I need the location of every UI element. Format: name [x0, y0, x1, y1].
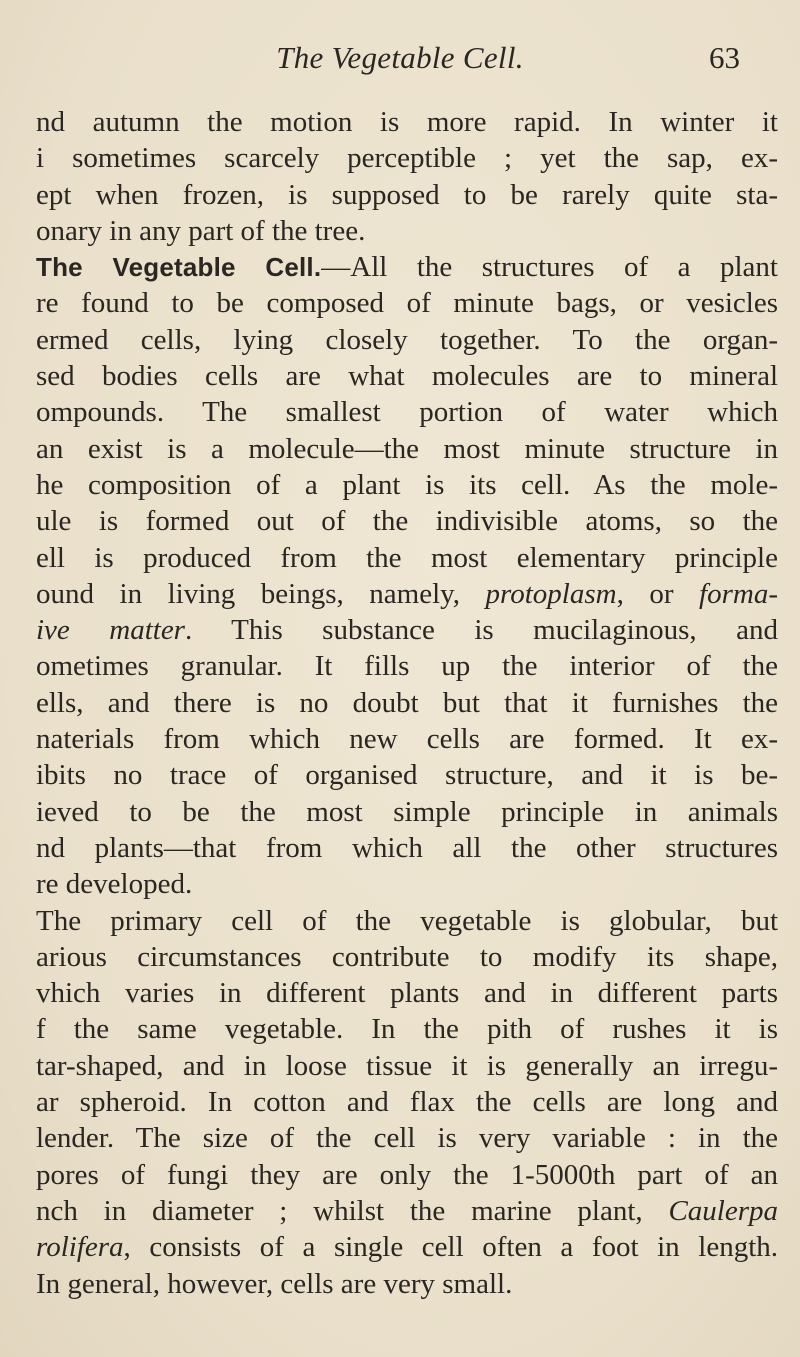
- text-run: ompounds. The smallest portion of water which: [36, 396, 778, 429]
- text-run: tar-shaped, and in loose tissue it is generally an irregu-: [36, 1049, 778, 1082]
- text-run: onary in any part of the tree.: [36, 214, 366, 247]
- section-heading: The Vegetable Cell.: [36, 252, 322, 283]
- text-run: ibits no trace of organised structure, and it is be-: [36, 759, 778, 792]
- text-run: an exist is a molecule—the most minute structure in: [36, 432, 778, 465]
- text-line: [36, 721, 778, 757]
- text-line: [36, 540, 778, 576]
- text-run: ound in living beings, namely,: [36, 577, 486, 610]
- text-run: re developed.: [36, 868, 193, 901]
- text-run: sed bodies cells are what molecules are to mineral: [36, 360, 778, 393]
- text-run: . This substance is mucilaginous, and: [184, 614, 779, 647]
- text-line: [36, 757, 778, 793]
- text-line: [36, 285, 778, 321]
- text-run: ell is produced from the most elementary principle: [36, 541, 778, 574]
- text-run: ule is formed out of the indivisible atoms, so the: [36, 505, 778, 538]
- text-line: [36, 903, 778, 939]
- text-line: [36, 322, 778, 358]
- text-line: [36, 177, 778, 213]
- italic-term: ive matter: [36, 614, 185, 647]
- italic-term: rolifera: [36, 1231, 124, 1264]
- text-line: [36, 1229, 778, 1265]
- text-line: [36, 1193, 778, 1229]
- text-run: lender. The size of the cell is very variable : in the: [36, 1122, 778, 1155]
- text-run: naterials from which new cells are formed. It ex-: [36, 723, 778, 756]
- text-line: [36, 1157, 778, 1193]
- text-line: [36, 394, 778, 430]
- running-head: [0, 40, 800, 90]
- text-run: re found to be composed of minute bags, or vesicles: [36, 287, 778, 320]
- text-run: , consists of a single cell often a foot in length.: [123, 1231, 778, 1264]
- text-line: [36, 503, 778, 539]
- text-run: pores of fungi they are only the 1-5000th part of an: [36, 1158, 778, 1191]
- text-line: [36, 576, 778, 612]
- page-number: 63: [709, 40, 740, 75]
- text-line: [36, 794, 778, 830]
- text-run: ar spheroid. In cotton and flax the cells are long and: [36, 1086, 778, 1119]
- text-line: [36, 612, 778, 648]
- text-line: [36, 1011, 778, 1047]
- text-run: nd autumn the motion is more rapid. In winter it: [36, 106, 778, 138]
- text-run: he composition of a plant is its cell. As the mole-: [36, 468, 778, 501]
- text-run: i sometimes scarcely perceptible ; yet the sap, ex-: [36, 142, 778, 175]
- text-run: ept when frozen, is supposed to be rarely quite sta-: [36, 178, 778, 211]
- italic-term: forma-: [699, 577, 778, 610]
- running-head-title: The Vegetable Cell.: [276, 40, 524, 75]
- text-line: [36, 358, 778, 394]
- text-run: nch in diameter ; whilst the marine plant,: [36, 1194, 669, 1227]
- text-line: [36, 213, 778, 249]
- text-line: [36, 104, 778, 140]
- text-line: [36, 1048, 778, 1084]
- text-run: In general, however, cells are very small.: [36, 1267, 513, 1300]
- text-line: [36, 1266, 778, 1302]
- text-line: [36, 467, 778, 503]
- text-line: [36, 1120, 778, 1156]
- text-run: arious circumstances contribute to modify its shape,: [36, 940, 778, 973]
- text-line: [36, 249, 778, 285]
- text-line: [36, 830, 778, 866]
- text-run: , or: [616, 577, 700, 610]
- text-run: f the same vegetable. In the pith of rushes it is: [36, 1013, 778, 1046]
- text-run: ells, and there is no doubt but that it furnishes the: [36, 686, 778, 719]
- text-line: [36, 866, 778, 902]
- text-line: [36, 939, 778, 975]
- italic-term: protoplasm: [485, 577, 617, 610]
- text-run: nd plants—that from which all the other structures: [36, 831, 778, 864]
- text-line: [36, 431, 778, 467]
- text-line: [36, 685, 778, 721]
- text-run: ieved to be the most simple principle in animals: [36, 795, 778, 828]
- text-line: [36, 648, 778, 684]
- text-line: [36, 1084, 778, 1120]
- text-line: [36, 140, 778, 176]
- text-run: ermed cells, lying closely together. To the organ-: [36, 323, 778, 356]
- text-run: ometimes granular. It fills up the interior of the: [36, 650, 778, 683]
- text-run: vhich varies in different plants and in different parts: [36, 977, 778, 1010]
- text-line: [36, 975, 778, 1011]
- text-run: —All the structures of a plant: [321, 251, 778, 284]
- italic-term: Caulerpa: [668, 1194, 778, 1227]
- body-text: [36, 104, 778, 1302]
- text-run: The primary cell of the vegetable is globular, but: [36, 904, 778, 937]
